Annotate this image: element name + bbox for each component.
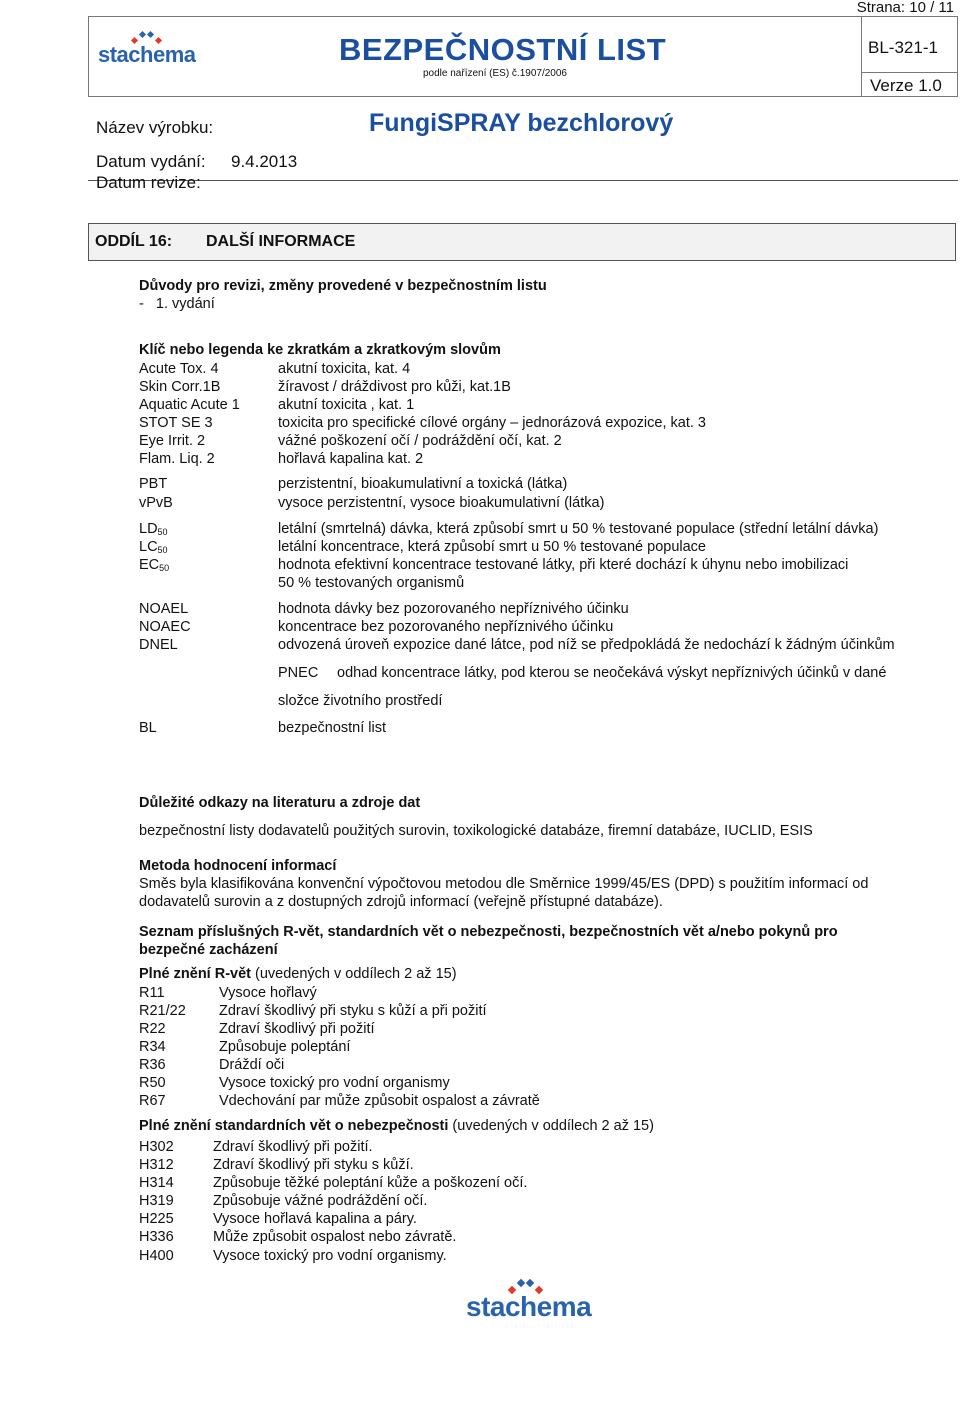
h-code: H314 bbox=[139, 1175, 174, 1191]
footer-logo bbox=[466, 1278, 592, 1333]
revision-heading: Důvody pro revizi, změny provedené v bezpečnostním listu bbox=[139, 278, 547, 294]
legend-heading: Klíč nebo legenda ke zkratkám a zkratkovým slovům bbox=[139, 342, 501, 358]
h-code: H225 bbox=[139, 1211, 174, 1227]
r-code: R36 bbox=[139, 1057, 166, 1073]
r-code: R22 bbox=[139, 1021, 166, 1037]
r-text: Vdechování par může způsobit ospalost a závratě bbox=[219, 1093, 540, 1109]
legend-abbr: STOT SE 3 bbox=[139, 415, 213, 431]
def-vpvb: vysoce perzistentní, vysoce bioakumulativní (látka) bbox=[278, 495, 605, 511]
section-number: ODDÍL 16: bbox=[95, 233, 173, 250]
document-code: BL-321-1 bbox=[868, 38, 938, 57]
def-pnec: odhad koncentrace látky, pod kterou se neočekává výskyt nepříznivých účinků v dané bbox=[337, 665, 887, 681]
h-code: H312 bbox=[139, 1157, 174, 1173]
section-heading-bar bbox=[88, 223, 956, 261]
footer-logo-text: stachema bbox=[466, 1291, 592, 1322]
legend-def: hořlavá kapalina kat. 2 bbox=[278, 451, 424, 467]
def-ec50-cont: 50 % testovaných organismů bbox=[278, 575, 465, 591]
def-noael: hodnota dávky bez pozorovaného nepříznivého účinku bbox=[278, 601, 629, 617]
legend-def: toxicita pro specifické cílové orgány – jednorázová expozice, kat. 3 bbox=[278, 415, 706, 431]
legend-abbr: Aquatic Acute 1 bbox=[139, 397, 240, 413]
r-code: R67 bbox=[139, 1093, 166, 1109]
phrases-heading-2: bezpečné zacházení bbox=[139, 942, 278, 958]
abbr-pbt: PBT bbox=[139, 476, 168, 492]
h-code: H302 bbox=[139, 1139, 174, 1155]
legend-def: vážné poškození očí / podráždění očí, kat. 2 bbox=[278, 433, 562, 449]
h-code: H319 bbox=[139, 1193, 174, 1209]
r-phrases-heading: Plné znění R-vět (uvedených v oddílech 2 až 15) bbox=[139, 966, 457, 982]
abbr-ec50: $EC_{50}$ bbox=[139, 557, 170, 573]
r-text: Dráždí oči bbox=[219, 1057, 285, 1073]
issue-date: 9.4.2013 bbox=[231, 152, 298, 171]
legend-def: žíravost / dráždivost pro kůži, kat.1B bbox=[278, 379, 511, 395]
r-text: Zdraví škodlivý při požití bbox=[219, 1021, 375, 1037]
abbr-bl: BL bbox=[139, 720, 157, 736]
r-code: R11 bbox=[139, 985, 165, 1001]
document-subtitle: podle nařízení (ES) č.1907/2006 bbox=[423, 68, 567, 79]
abbr-noael: NOAEL bbox=[139, 601, 189, 617]
legend-abbr: Flam. Liq. 2 bbox=[139, 451, 215, 467]
r-code: R50 bbox=[139, 1075, 166, 1091]
abbr-dnel: DNEL bbox=[139, 637, 178, 653]
legend-abbr: Skin Corr.1B bbox=[139, 379, 221, 395]
references-heading: Důležité odkazy na literaturu a zdroje dat bbox=[139, 795, 421, 811]
document-version: Verze 1.0 bbox=[870, 76, 942, 95]
revision-item: - 1. vydání bbox=[139, 296, 215, 312]
document-title: BEZPEČNOSTNÍ LIST bbox=[339, 32, 667, 67]
legend-def: akutní toxicita, kat. 4 bbox=[278, 361, 411, 377]
h-text: Způsobuje těžké poleptání kůže a poškození očí. bbox=[213, 1175, 528, 1191]
r-text: Vysoce toxický pro vodní organismy bbox=[219, 1075, 450, 1091]
method-text-2: dodavatelů surovin a z dostupných zdrojů informací (veřejně přístupné databáze). bbox=[139, 894, 663, 910]
def-ec50: hodnota efektivní koncentrace testované látky, při které dochází k úhynu nebo imobilizaci bbox=[278, 557, 849, 573]
page-number: Strana: 10 / 11 bbox=[856, 0, 954, 16]
logo-text: stachema bbox=[98, 42, 196, 67]
legend-abbr: Acute Tox. 4 bbox=[139, 361, 219, 377]
h-code: H336 bbox=[139, 1229, 174, 1245]
h-text: Způsobuje vážné podráždění očí. bbox=[213, 1193, 428, 1209]
method-heading: Metoda hodnocení informací bbox=[139, 858, 337, 874]
h-text: Může způsobit ospalost nebo závratě. bbox=[213, 1229, 457, 1245]
method-text-1: Směs byla klasifikována konvenční výpočtovou metodou dle Směrnice 1999/45/ES (DPD) s použitím informací od bbox=[139, 876, 869, 892]
def-bl: bezpečnostní list bbox=[278, 720, 387, 736]
def-lc50: letální koncentrace, která způsobí smrt u 50 % testované populace bbox=[278, 539, 706, 555]
phrases-heading-1: Seznam příslušných R-vět, standardních vět o nebezpečnosti, bezpečnostních vět a/nebo pokynů pro bbox=[139, 924, 838, 940]
def-pnec-cont: složce životního prostředí bbox=[278, 693, 443, 709]
r-text: Vysoce hořlavý bbox=[219, 985, 317, 1001]
legend-def: akutní toxicita , kat. 1 bbox=[278, 397, 415, 413]
abbr-ld50: $LD_{50}$ bbox=[139, 521, 168, 537]
r-code: R34 bbox=[139, 1039, 166, 1055]
issue-date-label: Datum vydání: bbox=[96, 152, 206, 171]
r-code: R21/22 bbox=[139, 1003, 186, 1019]
abbr-noaec: NOAEC bbox=[139, 619, 191, 635]
legend-abbr: Eye Irrit. 2 bbox=[139, 433, 206, 449]
def-ld50: letální (smrtelná) dávka, která způsobí smrt u 50 % testované populace (střední letální dávka) bbox=[278, 521, 879, 537]
h-text: Vysoce toxický pro vodní organismy. bbox=[213, 1248, 447, 1264]
abbr-vpvb: vPvB bbox=[139, 495, 173, 511]
h-code: H400 bbox=[139, 1248, 174, 1264]
abbr-pnec: PNEC bbox=[278, 665, 319, 681]
h-text: Zdraví škodlivý při požití. bbox=[213, 1139, 373, 1155]
r-text: Způsobuje poleptání bbox=[219, 1039, 351, 1055]
abbr-lc50: $LC_{50}$ bbox=[139, 539, 168, 555]
section-title: DALŠÍ INFORMACE bbox=[206, 233, 356, 250]
references-text: bezpečnostní listy dodavatelů použitých surovin, toxikologické databáze, firemní databáze, IUCLID, ESIS bbox=[139, 823, 813, 839]
h-text: Zdraví škodlivý při styku s kůží. bbox=[213, 1157, 414, 1173]
revision-date-label: Datum revize: bbox=[96, 173, 201, 192]
product-name: FungiSPRAY bezchlorový bbox=[369, 109, 674, 137]
product-label: Název výrobku: bbox=[96, 118, 214, 137]
company-logo bbox=[98, 30, 196, 75]
def-noaec: koncentrace bez pozorovaného nepříznivého účinku bbox=[278, 619, 614, 635]
def-dnel: odvozená úroveň expozice dané látce, pod níž se předpokládá že nedochází k žádným účinkům bbox=[278, 637, 895, 653]
r-text: Zdraví škodlivý při styku s kůží a při požití bbox=[219, 1003, 487, 1019]
def-pbt: perzistentní, bioakumulativní a toxická (látka) bbox=[278, 476, 568, 492]
h-phrases-heading: Plné znění standardních vět o nebezpečnosti (uvedených v oddílech 2 až 15) bbox=[139, 1118, 654, 1134]
h-text: Vysoce hořlavá kapalina a páry. bbox=[213, 1211, 417, 1227]
